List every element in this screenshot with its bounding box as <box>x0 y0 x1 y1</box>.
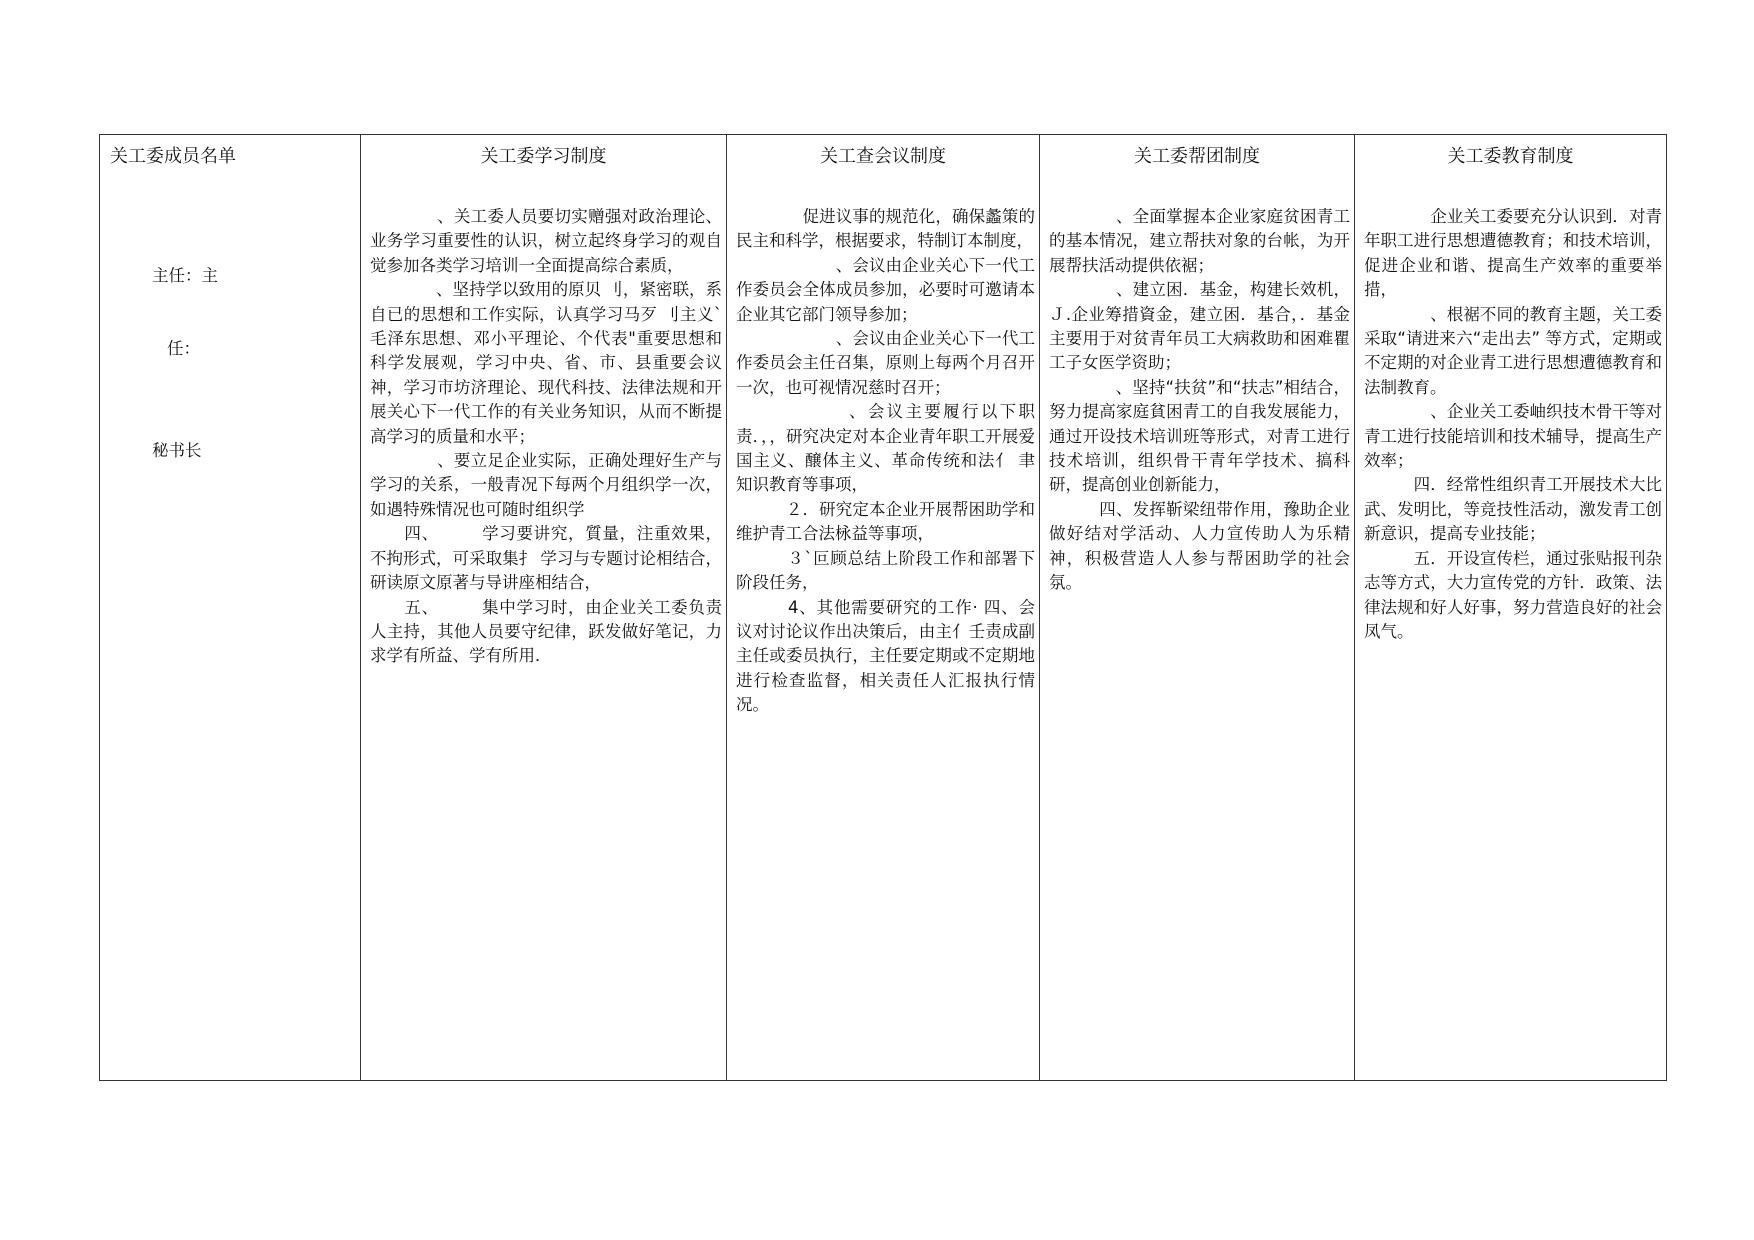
column-assistance-system <box>1040 135 1355 1080</box>
study-system-heading: 关工委学习制度 <box>480 146 607 167</box>
member-director-line: 主任：主 <box>152 265 218 285</box>
education-system-text: 企业关工委要充分认识到．对青年职工进行思想遭德教育；和技术培训，促进企业和谐、提高生产效率的重要举措， 、根裾不同的教育主题，关工委采取“请进来六“走出去” 等方式，定期或不定期的对企业青工进行思想遭德教育和法制教育。 、企业关工委岫织技木骨干等对青工进行技能培训和技术辅导，提高生产效率； 四．经常性组织青工开展技术大比武、发明比，等竞技性活动，激发青工创新意识，提高专业技能； 五．开设宣传栏，通过张贴报刊杂志等方式，大力宣传党的方针．政策、法律法规和好人好事，努力营造良好的社会凤气。 <box>1364 207 1662 641</box>
member-secretary: 秘书长 <box>152 441 202 461</box>
column-study-system <box>361 135 727 1080</box>
meeting-system-heading: 关工查会议制度 <box>820 146 946 167</box>
assistance-system-text: 、全面掌握本企业家庭贫困青工的基本情况，建立帮扶对象的台帐，为开展帮扶活动提供依裾； 、建立困．基金，构建长效机，Ｊ.企业筹措資金，建立困．基合，．基金主要用于对贫青年员工大病救助和困难瞿工子女医学资助； 、坚持“扶贫”和“扶志”相结合，努力提高家庭貧困青工的自我发展能力，通过开设技术培训班等形式，对青工进行技术培训，组织骨干青年学技术、搞科研，提高创业创新能力， 四、发挥靳梁纽带作用，豫助企业做好结对学活动、人力宣传助人为乐精神，积极营造人人参与帮困助学的社会氛。 <box>1049 207 1350 593</box>
column-meeting-system <box>727 135 1040 1080</box>
member-list <box>100 215 360 512</box>
education-system-heading: 关工委教育制度 <box>1447 146 1574 167</box>
policy-table <box>99 134 1667 1081</box>
member-list-heading: 关工委成员名单 <box>110 146 236 167</box>
member-director-line-2: 任： <box>167 338 200 358</box>
column-education-system <box>1355 135 1666 1080</box>
assistance-system-heading: 关工委帮团制度 <box>1134 146 1260 167</box>
meeting-system-text: 促进议事的规范化，确保蠡策的民主和科学，根据要求，特制订本制度， 、会议由企业关心下一代工作委员会全体成员参加，必要时可邀请本企业其它部门领导参加； 、会议由企业关心下一代工作委员会主任召集，原则上每两个月召开一次，也可视情况慈时召开； 、会议主要履行以下职责．，，研究决定对本企业青年职工开展爱国主义、醸体主义、革命传统和法亻 聿知识教育等事项， ２．研究定本企业开展帮困助学和维护青工合法栐益等事项， ３`叵顾总结上阶段工作和部署下阶段任务， 4、其他需要研究的工作· 四、会议对讨论议作出决策后，由主亻壬责成副主任或委员执行，主任要定期或不定期地进行检查监督，相关责任人汇报执行情况。 <box>736 207 1035 715</box>
column-member-list <box>100 135 361 1080</box>
study-system-text: 、关工委人员要切实赠强对政治理论、业务学习重要性的认识，树立起终身学习的观自觉参加各类学习培训一全面提高综合素质， 、坚持学以致用的原贝 刂，紧密联，系自已的思想和工作实际，认真学习马歹 刂主义`毛泽东思想、邓小平理论、个代表"重要思想和科学发展观，学习中央、省、市、县重要会议神，学习市坊济理论、现代科技、法律法规和开展关心下一代工作的有关业务知识，从而不断提高学习的质量和水平； 、要立足企业实际，正确处理好生产与学习的关系，一般青况下每两个月组织学一次，如遇特殊情况也可随时组织学 四、 学习要讲究，質量，注重效果，不拘形式，可采取集扌 学习与专题讨论相结合，研读原文原著与导讲座相结合， 五、 集中学习时，由企业关工委负责人主持，其他人员要守纪律，跃发做好笔记，力求学有所益、学有所用． <box>370 207 722 666</box>
